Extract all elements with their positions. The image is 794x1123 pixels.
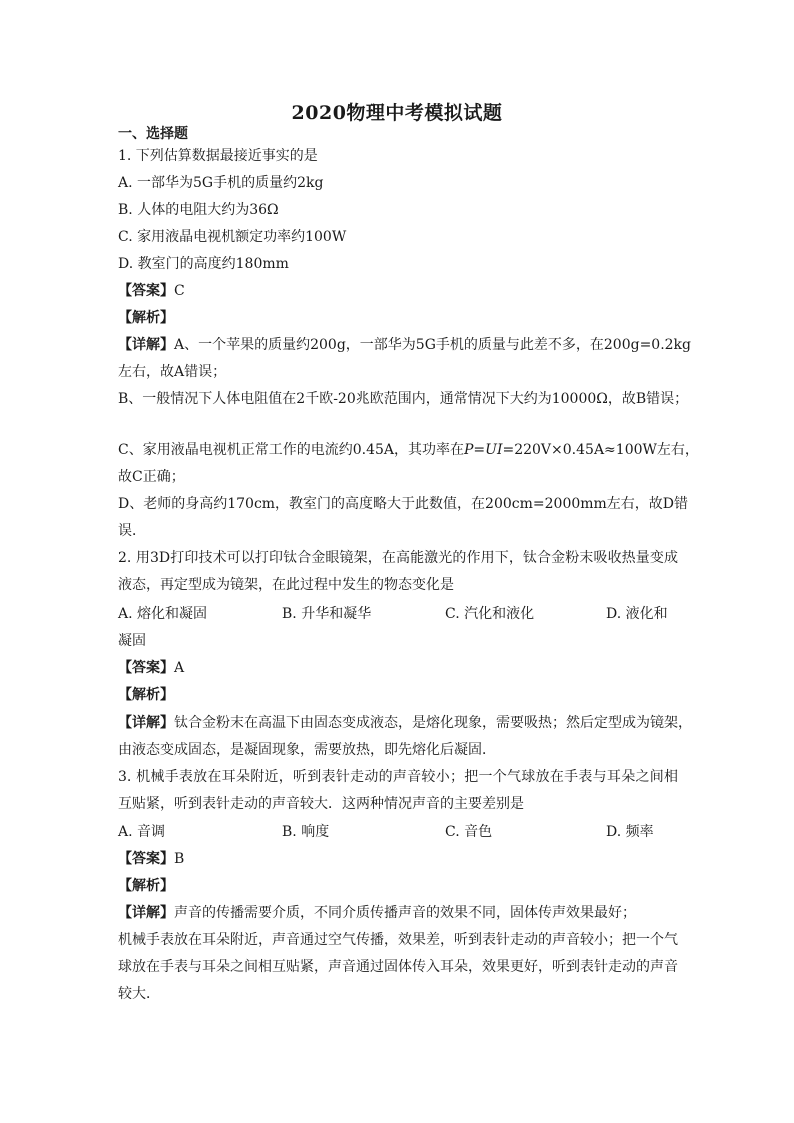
q1-detail-line — [118, 335, 692, 355]
answer-label: 【答案】 — [118, 660, 174, 676]
q3-option-a: A. 音调 — [118, 824, 166, 840]
detail-label: 【详解】 — [118, 905, 174, 921]
detail-text: 钛合金粉末在高温下由固态变成液态，是熔化现象，需要吸热；然后定型成为镜架， — [174, 715, 692, 731]
q1-option-d: D. 教室门的高度约180mm — [118, 256, 289, 272]
detail-text: A、一个苹果的质量约200g，一部华为5G手机的质量与此差不多，在200g=0.2kg — [174, 337, 692, 353]
q1-answer — [118, 281, 678, 301]
detail-text: 声音的传播需要介质，不同介质传播声音的效果不同，固体传声效果最好； — [174, 905, 636, 921]
q2-option-c: C. 汽化和液化 — [445, 606, 535, 622]
q1-option-a: A. 一部华为5G手机的质量约2kg — [118, 175, 324, 191]
q3-option-d: D. 频率 — [606, 824, 654, 840]
answer-label: 【答案】 — [118, 283, 174, 299]
q3-detail-line — [118, 903, 678, 923]
detail-text: C、家用液晶电视机正常工作的电流约0.45A，其功率在 — [118, 442, 464, 458]
q3-stem: 互贴紧，听到表针走动的声音较大．这两种情况声音的主要差别是 — [118, 796, 524, 812]
q1-option-c: C. 家用液晶电视机额定功率约100W — [118, 229, 347, 245]
q1-detail-line: D、老师的身高约170cm，教室门的高度略大于此数值，在200cm=2000mm左右，故D错 — [118, 496, 689, 512]
q3-option-b: B. 响度 — [282, 824, 330, 840]
q1-analysis-label: 【解析】 — [118, 310, 174, 326]
q2-option-d: D. 液化和 — [606, 606, 668, 622]
q3-detail-line: 球放在手表与耳朵之间相互贴紧，声音通过固体传入耳朵，效果更好，听到表针走动的声音 — [118, 959, 678, 975]
q2-analysis-label: 【解析】 — [118, 687, 174, 703]
q1-detail-line: 左右，故A错误； — [118, 364, 227, 380]
detail-label: 【详解】 — [118, 337, 174, 353]
q3-answer — [118, 849, 678, 869]
q3-detail-line: 较大． — [118, 986, 160, 1002]
q2-stem: 2. 用3D打印技术可以打印钛合金眼镜架，在高能激光的作用下，钛合金粉末吸收热量变成 — [118, 550, 678, 566]
q3-stem: 3. 机械手表放在耳朵附近，听到表针走动的声音较小；把一个气球放在手表与耳朵之间相 — [118, 769, 678, 785]
detail-label: 【详解】 — [118, 715, 174, 731]
q2-option-wrap: 凝固 — [118, 633, 146, 649]
formula: P=UI — [464, 442, 503, 458]
q2-answer — [118, 658, 678, 678]
q2-stem: 液态，再定型成为镜架，在此过程中发生的物态变化是 — [118, 577, 454, 593]
q1-detail-line: 误． — [118, 523, 146, 539]
q1-detail-line — [118, 440, 699, 460]
q2-detail-line: 由液态变成固态，是凝固现象，需要放热，即先熔化后凝固． — [118, 742, 496, 758]
detail-text: =220V×0.45A≈100W左右， — [502, 442, 699, 458]
q2-option-a: A. 熔化和凝固 — [118, 606, 208, 622]
q1-stem: 1. 下列估算数据最接近事实的是 — [118, 148, 318, 164]
q1-detail-line: B、一般情况下人体电阻值在2千欧-20兆欧范围内，通常情况下大约为10000Ω，故B错误； — [118, 391, 689, 407]
q2-detail-line — [118, 713, 692, 733]
answer-value: C — [174, 283, 185, 299]
q1-detail-line: 故C正确； — [118, 469, 185, 485]
q2-option-b: B. 升华和凝华 — [282, 606, 372, 622]
q3-analysis-label: 【解析】 — [118, 878, 174, 894]
answer-value: B — [174, 851, 185, 867]
q1-option-b: B. 人体的电阻大约为36Ω — [118, 202, 279, 218]
q3-detail-line: 机械手表放在耳朵附近，声音通过空气传播，效果差，听到表针走动的声音较小；把一个气 — [118, 932, 678, 948]
q3-option-c: C. 音色 — [445, 824, 493, 840]
answer-value: A — [174, 660, 185, 676]
answer-label: 【答案】 — [118, 851, 174, 867]
page-title: 2020物理中考模拟试题 — [291, 102, 503, 124]
section-heading: 一、选择题 — [118, 126, 188, 142]
